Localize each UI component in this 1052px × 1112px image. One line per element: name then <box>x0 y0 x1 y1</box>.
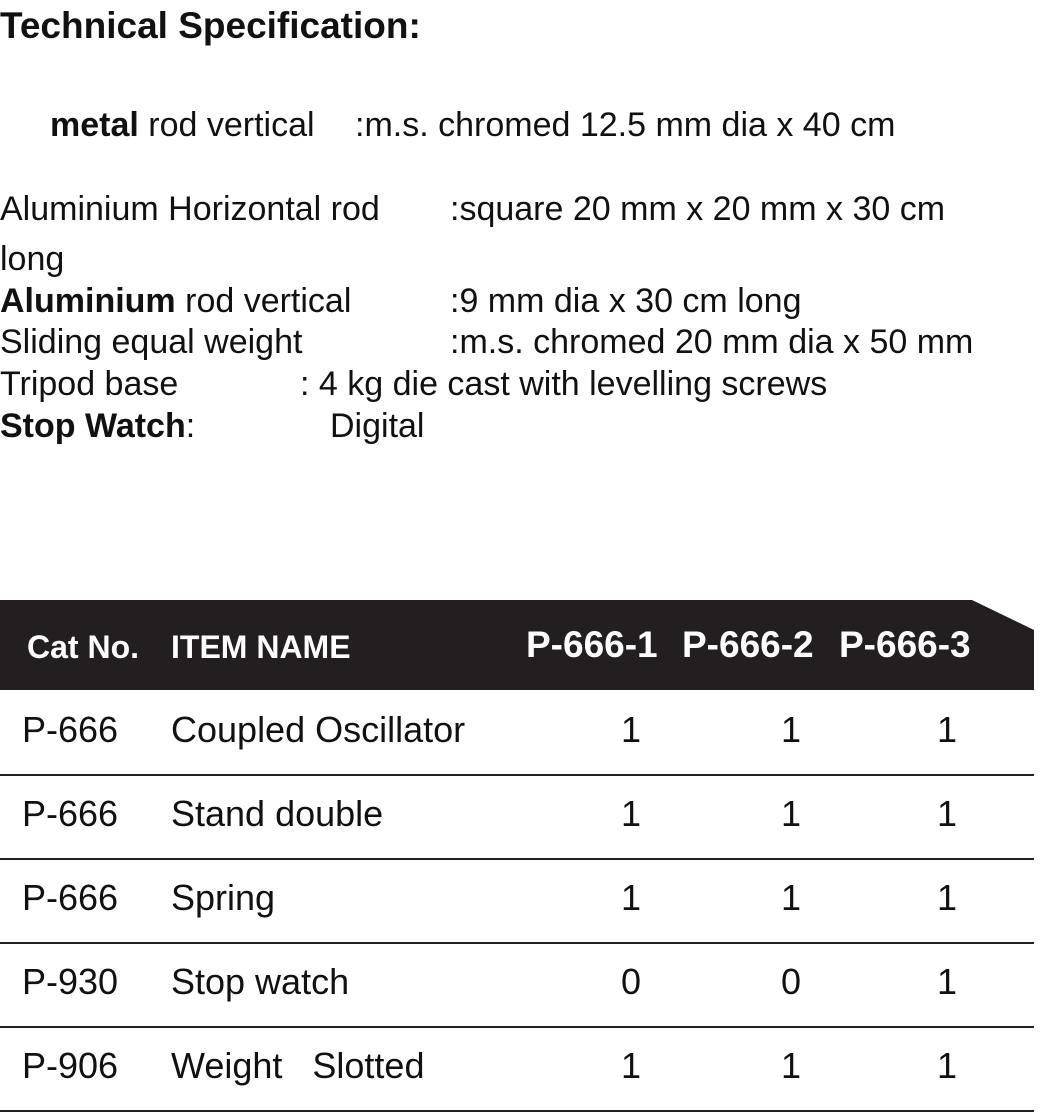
spec-bold-label: Aluminium <box>0 282 176 320</box>
cell-cat-no: P-666 <box>22 793 119 834</box>
cell-qty-2: 0 <box>780 961 802 1002</box>
cell-item-name: Spring <box>171 877 276 918</box>
cell-qty-1: 1 <box>620 1045 642 1086</box>
cell-cat-no: P-930 <box>22 961 119 1002</box>
spec-sliding-weight <box>0 321 974 363</box>
cell-qty-2: 1 <box>780 709 802 750</box>
spec-al-horizontal <box>0 188 946 230</box>
cell-qty-3: 1 <box>936 1045 958 1086</box>
cell-qty-3: 1 <box>936 793 958 834</box>
spec-label: Aluminium Horizontal rod <box>0 190 380 228</box>
cell-qty-3: 1 <box>936 961 958 1002</box>
spec-label: Sliding equal weight <box>0 323 303 361</box>
spec-value: :m.s. chromed 20 mm dia x 50 mm <box>450 323 974 361</box>
header-variant-3: P-666-3 <box>839 624 971 665</box>
spec-value: : 4 kg die cast with levelling screws <box>300 365 828 403</box>
spec-bold-label: Stop Watch <box>0 407 186 445</box>
spec-value: Digital <box>330 407 425 445</box>
page-title: Technical Specification: <box>0 5 421 46</box>
cell-item-name: Weight Slotted <box>171 1045 425 1086</box>
cell-qty-1: 0 <box>620 961 642 1002</box>
table-row <box>0 1026 1034 1112</box>
cell-cat-no: P-666 <box>22 709 119 750</box>
cell-cat-no: P-906 <box>22 1045 119 1086</box>
cell-qty-1: 1 <box>620 877 642 918</box>
header-variant-2: P-666-2 <box>682 624 814 665</box>
spec-label: rod vertical <box>175 282 352 320</box>
spec-metal-rod <box>50 104 896 146</box>
cell-qty-1: 1 <box>620 709 642 750</box>
spec-tripod-base <box>0 363 828 405</box>
cell-item-name: Coupled Oscillator <box>171 709 466 750</box>
table-header <box>0 600 1034 690</box>
spec-bold-label: metal <box>50 106 139 144</box>
header-cat-no: Cat No. <box>27 629 139 665</box>
cell-qty-1: 1 <box>620 793 642 834</box>
cell-item-name: Stop watch <box>171 961 350 1002</box>
cell-qty-3: 1 <box>936 877 958 918</box>
table-row <box>0 858 1034 944</box>
spec-label: : <box>185 407 196 445</box>
cell-qty-2: 1 <box>780 1045 802 1086</box>
cell-cat-no: P-666 <box>22 877 119 918</box>
cell-qty-3: 1 <box>936 709 958 750</box>
spec-stop-watch <box>0 405 425 447</box>
spec-label: Tripod base <box>0 365 179 403</box>
spec-label: rod vertical <box>138 106 315 144</box>
cell-qty-2: 1 <box>780 793 802 834</box>
cell-item-name: Stand double <box>171 793 384 834</box>
header-variant-1: P-666-1 <box>526 624 658 665</box>
spec-al-horizontal-wrap: long <box>0 240 65 278</box>
table-row <box>0 774 1034 860</box>
spec-value: :m.s. chromed 12.5 mm dia x 40 cm <box>355 106 896 144</box>
table-row <box>0 690 1034 776</box>
header-item-name: ITEM NAME <box>171 629 351 665</box>
cell-qty-2: 1 <box>780 877 802 918</box>
table-row <box>0 942 1034 1028</box>
spec-value: :square 20 mm x 20 mm x 30 cm <box>450 190 946 228</box>
spec-value: :9 mm dia x 30 cm long <box>450 282 802 320</box>
spec-al-vertical <box>0 280 802 322</box>
